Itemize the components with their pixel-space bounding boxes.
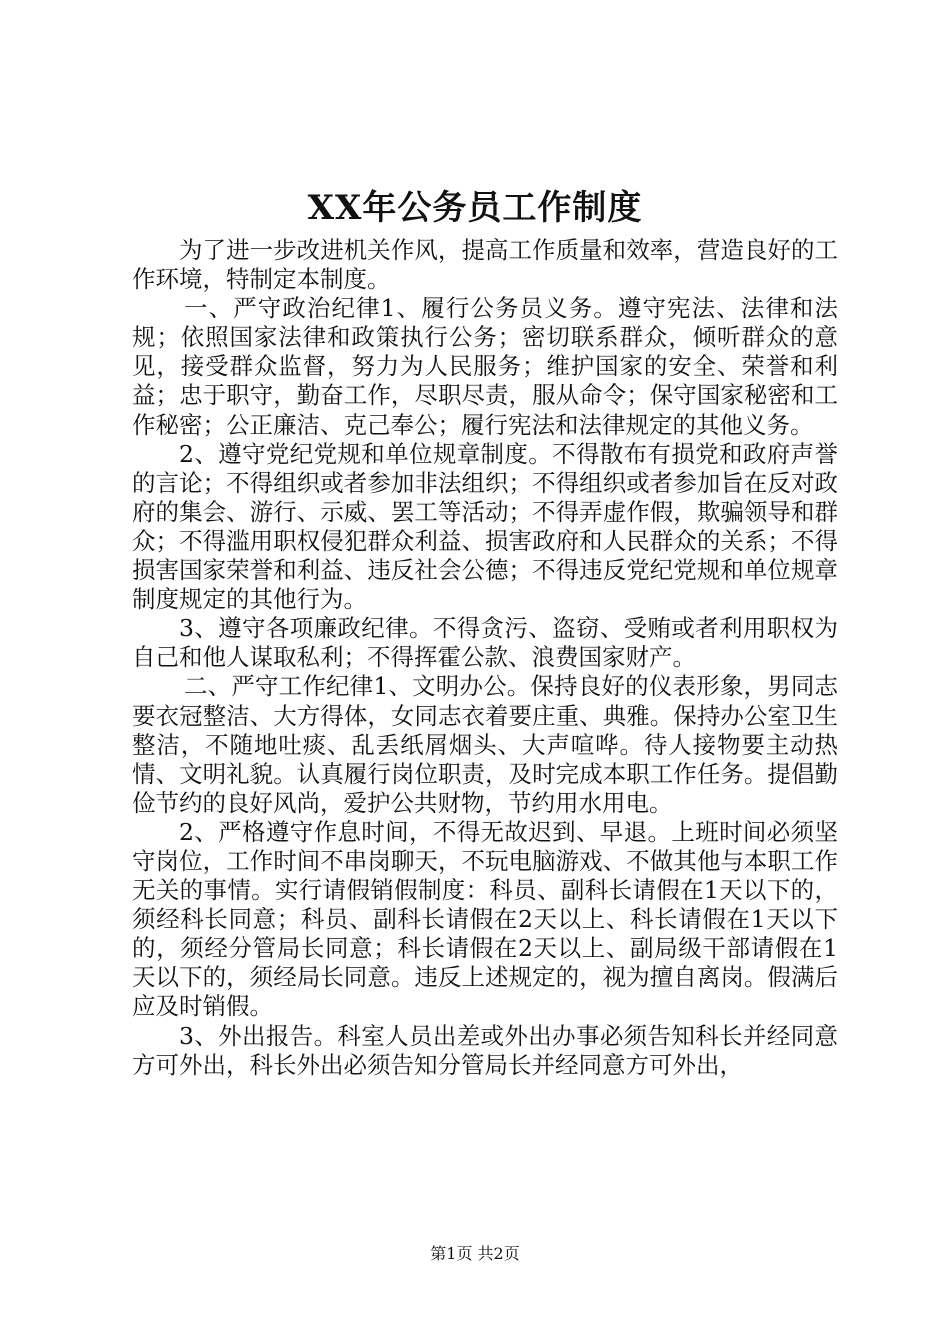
document-title: XX年公务员工作制度	[307, 188, 643, 228]
paragraph-section-1-item-2: 2、遵守党纪党规和单位规章制度。不得散布有损党和政府声誉的言论；不得组织或者参加非法组织；不得组织或者参加旨在反对政府的集会、游行、示威、罢工等活动；不得弄虚作假，欺骗领导和群众；不得滥用职权侵犯群众利益、损害政府和人民群众的关系；不得损害国家荣誉和利益、违反社会公德；不得违反党纪党规和单位规章制度规定的其他行为。	[132, 439, 838, 614]
document-body	[132, 236, 838, 1080]
paragraph-section-2-item-2: 2、严格遵守作息时间，不得无故迟到、早退。上班时间必须坚守岗位，工作时间不串岗聊天，不玩电脑游戏、不做其他与本职工作无关的事情。实行请假销假制度：科员、副科长请假在1天以下的，须经科长同意；科员、副科长请假在2天以上、科长请假在1天以下的，须经分管局长同意；科长请假在2天以上、副局级干部请假在1天以下的，须经局长同意。违反上述规定的，视为擅自离岗。假满后应及时销假。	[132, 817, 838, 1021]
paragraph-intro: 为了进一步改进机关作风，提高工作质量和效率，营造良好的工作环境，特制定本制度。	[132, 236, 838, 294]
paragraph-section-1-item-3: 3、遵守各项廉政纪律。不得贪污、盗窃、受贿或者利用职权为自己和他人谋取私利；不得挥霍公款、浪费国家财产。	[132, 614, 838, 672]
paragraph-section-1: 一、严守政治纪律1、履行公务员义务。遵守宪法、法律和法规；依照国家法律和政策执行公务；密切联系群众，倾听群众的意见，接受群众监督，努力为人民服务；维护国家的安全、荣誉和利益；忠于职守，勤奋工作，尽职尽责，服从命令；保守国家秘密和工作秘密；公正廉洁、克己奉公；履行宪法和法律规定的其他义务。	[132, 294, 838, 439]
page-footer: 第1页 共2页	[430, 1244, 520, 1263]
paragraph-section-2-item-3: 3、外出报告。科室人员出差或外出办事必须告知科长并经同意方可外出，科长外出必须告知分管局长并经同意方可外出，	[132, 1021, 838, 1079]
paragraph-section-2: 二、严守工作纪律1、文明办公。保持良好的仪表形象，男同志要衣冠整洁、大方得体，女同志衣着要庄重、典雅。保持办公室卫生整洁，不随地吐痰、乱丢纸屑烟头、大声喧哗。待人接物要主动热情、文明礼貌。认真履行岗位职责，及时完成本职工作任务。提倡勤俭节约的良好风尚，爱护公共财物，节约用水用电。	[132, 672, 838, 817]
